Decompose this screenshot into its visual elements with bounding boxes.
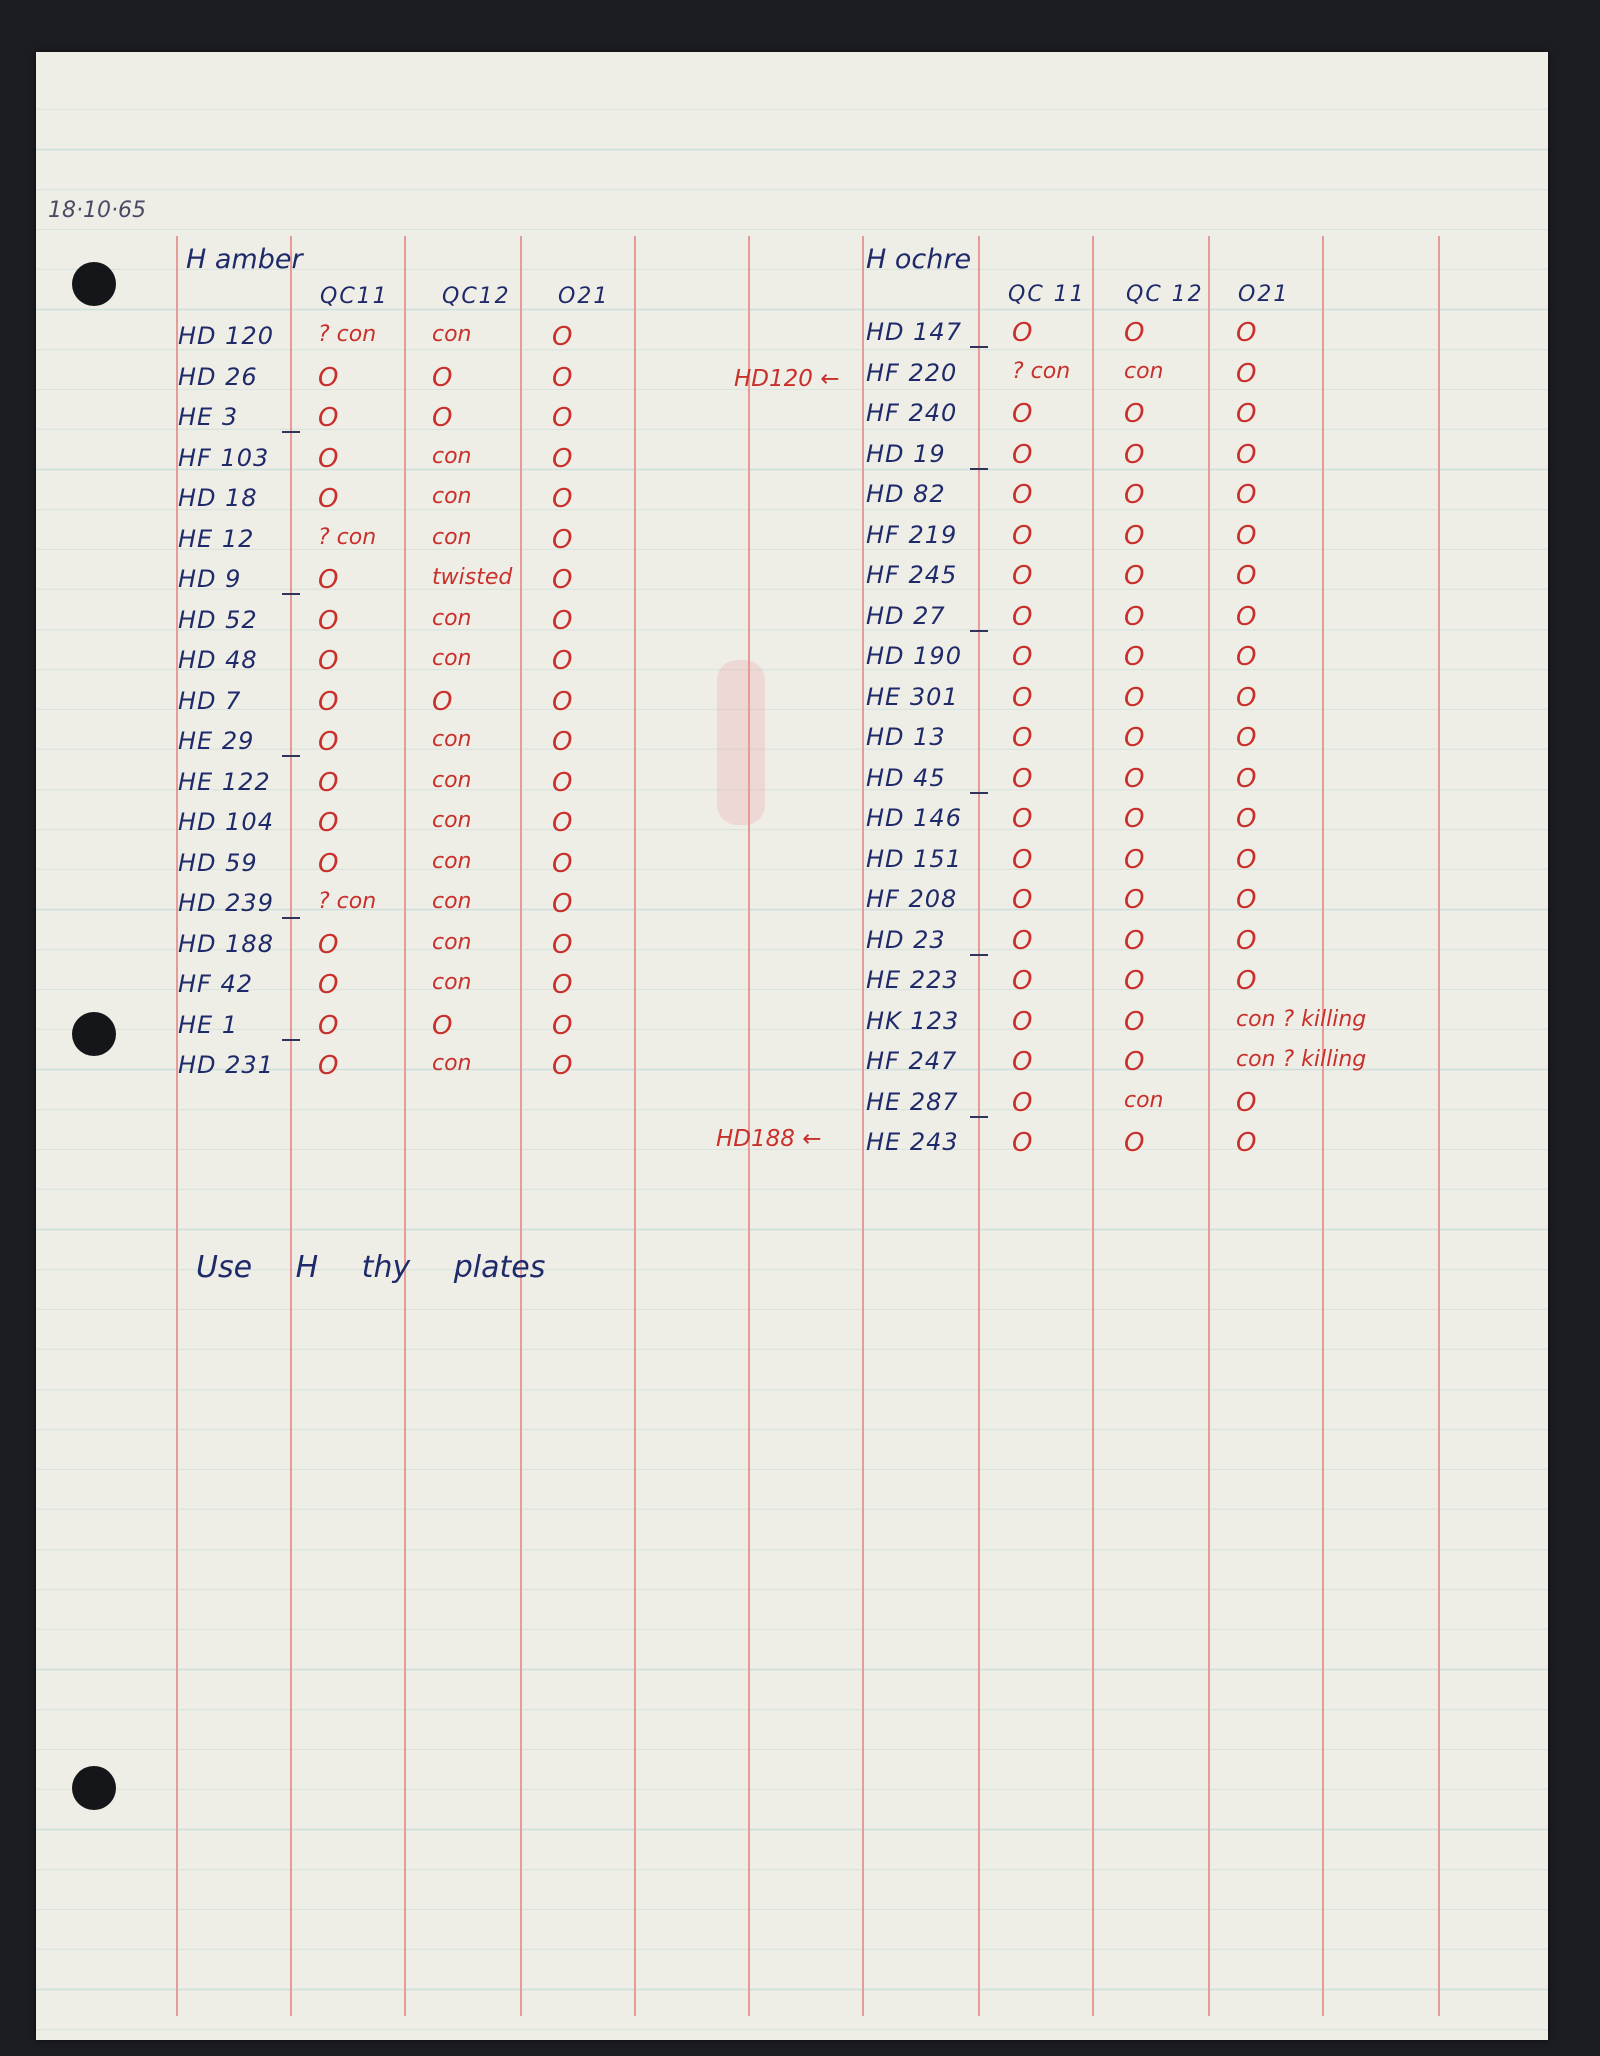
sample-code: HD 26 (178, 362, 258, 391)
o21-result: O (552, 889, 573, 919)
sample-code: HF 240 (866, 399, 958, 427)
qc11-result: ? con (1012, 358, 1071, 384)
qc12-result: con (1124, 1087, 1164, 1113)
qc11-result: O (1012, 318, 1033, 348)
qc11-result: O (318, 808, 339, 838)
qc11-result: O (318, 605, 339, 636)
group-divider-tick (282, 917, 300, 919)
qc11-result: O (318, 403, 339, 433)
qc11-result: O (318, 767, 339, 798)
o21-result: O (1236, 439, 1257, 470)
footer-note: Use H thy plates (196, 1250, 546, 1285)
o21-result: O (1236, 561, 1257, 591)
o21-result: O (1236, 1128, 1257, 1158)
o21-result: O (1236, 358, 1257, 389)
qc11-result: O (1012, 1006, 1033, 1037)
group-divider-tick (282, 593, 300, 595)
o21-result: con ? killing (1236, 1006, 1367, 1032)
qc12-result: O (1124, 1128, 1145, 1158)
qc11-result: O (1012, 925, 1033, 956)
qc12-result: O (1124, 1047, 1145, 1077)
qc12-result: O (1124, 399, 1145, 429)
qc12-result: twisted (432, 565, 513, 590)
group-divider-tick (970, 792, 988, 794)
sample-code: HF 247 (866, 1047, 958, 1075)
qc12-result: con (432, 929, 472, 955)
ruled-column-line (862, 236, 864, 2016)
qc12-result: O (432, 403, 453, 433)
qc11-result: O (1012, 844, 1033, 875)
sample-code: HF 42 (178, 970, 254, 998)
o21-result: O (552, 605, 573, 636)
qc12-result: O (1124, 844, 1145, 875)
qc12-result: O (1124, 763, 1145, 794)
o21-result: O (552, 524, 573, 555)
qc12-result: O (432, 686, 453, 717)
sample-code: HF 219 (866, 520, 958, 549)
qc11-result: O (318, 970, 339, 1000)
sample-code: HD 48 (178, 646, 258, 674)
qc12-result: con (432, 443, 472, 469)
group-divider-tick (282, 1039, 300, 1041)
qc12-result: O (1124, 642, 1145, 672)
group-divider-tick (970, 468, 988, 470)
sample-code: HE 12 (178, 524, 255, 553)
qc11-result: O (1012, 966, 1033, 996)
o21-result: O (552, 727, 573, 757)
sample-code: HE 223 (866, 966, 959, 994)
qc12-result: con (432, 524, 472, 550)
o21-result: O (552, 362, 573, 393)
sample-code: HF 103 (178, 443, 270, 472)
binder-hole (72, 262, 116, 306)
o21-result: O (1236, 682, 1257, 713)
qc11-result: O (318, 727, 339, 757)
group-divider-tick (970, 1116, 988, 1118)
sample-code: HD 19 (866, 439, 946, 468)
binder-hole (72, 1012, 116, 1056)
qc12-result: O (1124, 804, 1145, 834)
o21-result: O (1236, 844, 1257, 875)
qc12-result: O (1124, 318, 1145, 348)
o21-result: O (1236, 318, 1257, 348)
sample-code: HF 245 (866, 561, 958, 589)
qc11-result: O (1012, 561, 1033, 591)
ruled-column-line (1322, 236, 1324, 2016)
o21-result: O (552, 403, 573, 433)
o21-result: O (552, 929, 573, 960)
left-table-title: H amber (186, 244, 303, 275)
o21-result: O (1236, 399, 1257, 429)
right-header-o21: O21 (1238, 282, 1290, 307)
o21-result: O (552, 565, 573, 595)
qc12-result: con (432, 808, 472, 833)
sample-code: HE 287 (866, 1087, 959, 1116)
qc12-result: O (1124, 439, 1145, 470)
qc12-result: con (432, 605, 472, 631)
sample-code: HD 7 (178, 686, 242, 715)
o21-result: O (1236, 1087, 1257, 1118)
sample-code: HD 45 (866, 763, 946, 792)
group-divider-tick (282, 755, 300, 757)
sample-code: HD 151 (866, 844, 962, 873)
qc11-result: O (1012, 520, 1033, 551)
group-divider-tick (282, 431, 300, 433)
left-header-qc12: QC12 (442, 284, 511, 309)
sample-code: HD 188 (178, 929, 274, 958)
o21-result: O (552, 1051, 573, 1081)
qc11-result: O (1012, 763, 1033, 794)
qc11-result: O (318, 1051, 339, 1081)
qc12-result: O (1124, 520, 1145, 551)
o21-result: O (552, 1010, 573, 1041)
qc12-result: con (432, 322, 472, 347)
sample-code: HE 243 (866, 1128, 959, 1156)
sample-code: HD 13 (866, 723, 946, 751)
o21-result: O (1236, 966, 1257, 996)
right-table-title: H ochre (866, 244, 972, 275)
pink-stain (717, 660, 765, 825)
qc11-result: O (318, 646, 339, 676)
sample-code: HD 231 (178, 1051, 274, 1079)
sample-code: HE 301 (866, 682, 959, 711)
qc11-result: O (318, 1010, 339, 1041)
ruled-column-line (520, 236, 522, 2016)
qc11-result: ? con (318, 322, 377, 347)
sample-code: HD 52 (178, 605, 258, 634)
qc12-result: O (432, 1010, 453, 1041)
sample-code: HD 146 (866, 804, 962, 832)
qc12-result: O (432, 362, 453, 393)
date-note: 18·10·65 (48, 198, 146, 223)
right-header-qc11: QC 11 (1008, 282, 1086, 307)
o21-result: O (1236, 925, 1257, 956)
sample-code: HD 147 (866, 318, 962, 346)
qc11-result: O (318, 848, 339, 879)
side-note-hd188: HD188 ← (716, 1126, 822, 1152)
qc11-result: O (318, 484, 339, 514)
sample-code: HD 190 (866, 642, 962, 670)
qc12-result: con (432, 970, 472, 995)
o21-result: O (1236, 723, 1257, 753)
group-divider-tick (970, 346, 988, 348)
qc11-result: O (318, 443, 339, 474)
qc12-result: con (432, 767, 472, 793)
group-divider-tick (970, 954, 988, 956)
qc12-result: O (1124, 966, 1145, 996)
qc12-result: con (432, 484, 472, 509)
qc12-result: con (432, 1051, 472, 1076)
ruled-column-line (1092, 236, 1094, 2016)
qc11-result: O (1012, 399, 1033, 429)
qc11-result: ? con (318, 889, 377, 914)
qc11-result: O (1012, 1047, 1033, 1077)
qc12-result: O (1124, 885, 1145, 915)
ruled-column-line (978, 236, 980, 2016)
qc12-result: con (432, 848, 472, 874)
o21-result: O (1236, 520, 1257, 551)
qc12-result: con (432, 727, 472, 752)
qc11-result: O (1012, 723, 1033, 753)
ruled-column-line (290, 236, 292, 2016)
o21-result: O (1236, 642, 1257, 672)
sample-code: HD 239 (178, 889, 274, 917)
qc12-result: O (1124, 723, 1145, 753)
o21-result: O (1236, 480, 1257, 510)
ruled-column-line (1208, 236, 1210, 2016)
qc11-result: O (318, 362, 339, 393)
qc11-result: O (1012, 1128, 1033, 1158)
qc11-result: O (1012, 439, 1033, 470)
sample-code: HK 123 (866, 1006, 960, 1035)
qc11-result: O (1012, 601, 1033, 632)
o21-result: O (552, 484, 573, 514)
o21-result: O (552, 808, 573, 838)
qc11-result: O (318, 929, 339, 960)
qc11-result: O (1012, 804, 1033, 834)
qc11-result: O (1012, 1087, 1033, 1118)
qc12-result: O (1124, 480, 1145, 510)
o21-result: con ? killing (1236, 1047, 1367, 1072)
o21-result: O (552, 443, 573, 474)
sample-code: HE 29 (178, 727, 255, 755)
sample-code: HE 122 (178, 767, 271, 796)
o21-result: O (552, 322, 573, 352)
group-divider-tick (970, 630, 988, 632)
o21-result: O (552, 686, 573, 717)
o21-result: O (1236, 601, 1257, 632)
qc12-result: O (1124, 561, 1145, 591)
sample-code: HD 59 (178, 848, 258, 877)
qc11-result: O (318, 565, 339, 595)
o21-result: O (1236, 804, 1257, 834)
sample-code: HD 104 (178, 808, 274, 836)
left-header-qc11: QC11 (320, 284, 389, 309)
qc11-result: O (1012, 642, 1033, 672)
o21-result: O (552, 848, 573, 879)
ruled-column-line (1438, 236, 1440, 2016)
sample-code: HD 82 (866, 480, 946, 508)
o21-result: O (552, 970, 573, 1000)
qc12-result: con (432, 889, 472, 914)
ruled-column-line (404, 236, 406, 2016)
o21-result: O (552, 646, 573, 676)
qc11-result: O (318, 686, 339, 717)
o21-result: O (1236, 885, 1257, 915)
qc11-result: O (1012, 480, 1033, 510)
sample-code: HF 208 (866, 885, 958, 913)
sample-code: HF 220 (866, 358, 958, 387)
qc12-result: con (1124, 358, 1164, 384)
qc11-result: O (1012, 885, 1033, 915)
binder-hole (72, 1766, 116, 1810)
sample-code: HD 23 (866, 925, 946, 954)
ruled-column-line (634, 236, 636, 2016)
o21-result: O (552, 767, 573, 798)
o21-result: O (1236, 763, 1257, 794)
qc12-result: con (432, 646, 472, 671)
sample-code: HE 1 (178, 1010, 239, 1039)
sample-code: HD 9 (178, 565, 242, 593)
sample-code: HD 120 (178, 322, 274, 350)
qc12-result: O (1124, 601, 1145, 632)
sample-code: HD 27 (866, 601, 946, 630)
sample-code: HE 3 (178, 403, 239, 431)
side-note-hd120: HD120 ← (734, 366, 840, 392)
qc11-result: ? con (318, 524, 377, 550)
qc12-result: O (1124, 925, 1145, 956)
sample-code: HD 18 (178, 484, 258, 512)
left-header-o21: O21 (558, 284, 610, 309)
right-header-qc12: QC 12 (1126, 282, 1204, 307)
qc12-result: O (1124, 1006, 1145, 1037)
qc11-result: O (1012, 682, 1033, 713)
qc12-result: O (1124, 682, 1145, 713)
